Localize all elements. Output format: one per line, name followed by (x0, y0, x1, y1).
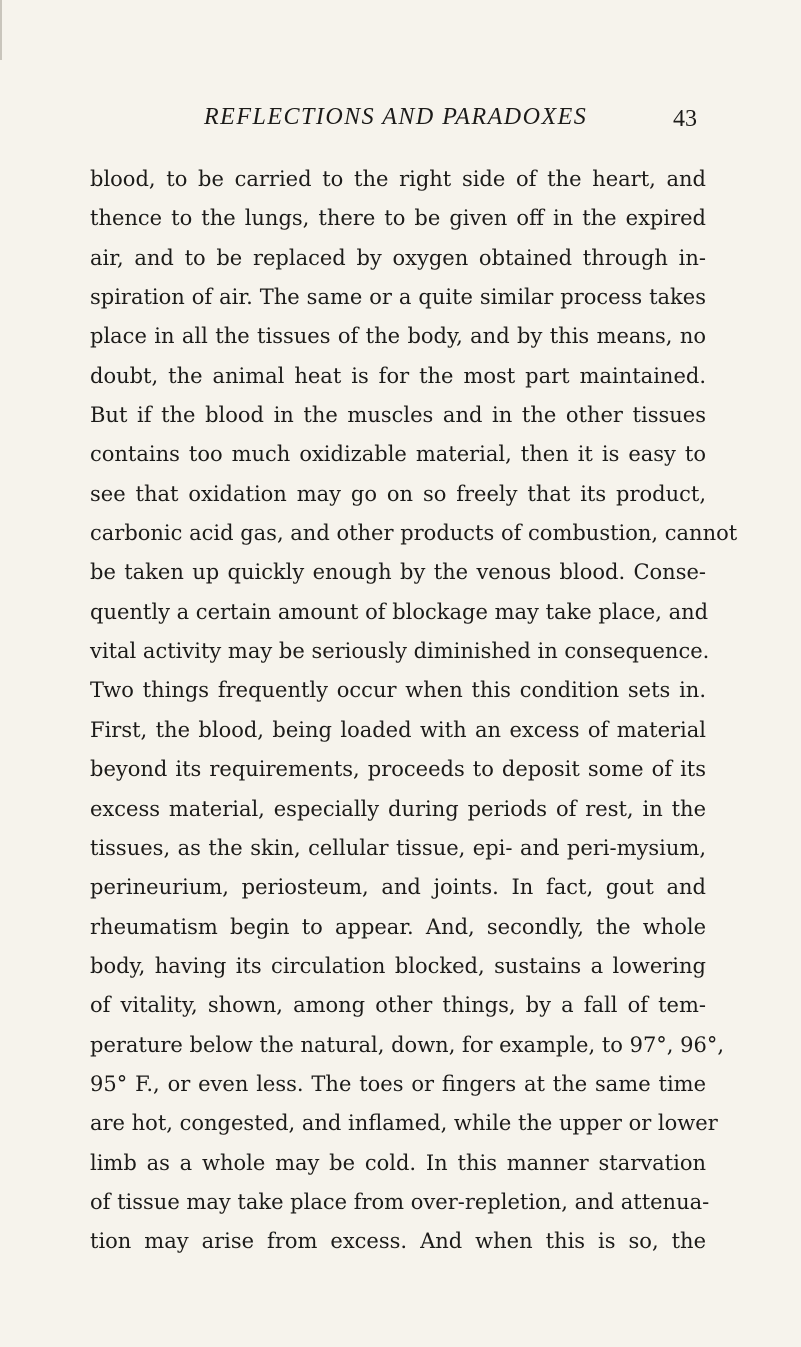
text-line: are hot, congested, and inflamed, while the upper or lower (90, 1111, 718, 1136)
text-line: of vitality, shown, among other things, by a fall of tem- (90, 993, 706, 1018)
text-line: tissues, as the skin, cellular tissue, epi- and peri-mysium, (90, 835, 706, 860)
text-line: limb as a whole may be cold. In this manner starvation (90, 1150, 706, 1175)
text-line: 95° F., or even less. The toes or fingers at the same time (90, 1071, 706, 1096)
text-line: carbonic acid gas, and other products of combustion, cannot (90, 521, 738, 546)
text-line: tion may arise from excess. And when this is so, the (90, 1229, 706, 1254)
running-head: REFLECTIONS AND PARADOXES (204, 104, 588, 130)
text-line: beyond its requirements, proceeds to deposit some of its (90, 757, 706, 782)
text-line: First, the blood, being loaded with an excess of material (90, 717, 706, 742)
text-line: thence to the lungs, there to be given off in the expired (90, 206, 706, 231)
text-line: contains too much oxidizable material, then it is easy to (90, 442, 706, 467)
text-line: place in all the tissues of the body, and by this means, no (90, 324, 706, 349)
text-line: of tissue may take place from over-repletion, and attenua- (90, 1189, 710, 1214)
body-text (90, 160, 738, 1262)
page-edge-line (0, 0, 2, 60)
text-line: air, and to be replaced by oxygen obtained through in- (90, 245, 706, 270)
text-line: doubt, the animal heat is for the most part maintained. (90, 363, 706, 388)
text-line: spiration of air. The same or a quite similar process takes (90, 285, 706, 310)
text-line: blood, to be carried to the right side of the heart, and (90, 167, 706, 191)
text-line: vital activity may be seriously diminished in consequence. (90, 639, 710, 664)
text-line: see that oxidation may go on so freely that its product, (90, 481, 706, 506)
page-header (0, 100, 801, 132)
text-line: quently a certain amount of blockage may take place, and (90, 599, 709, 624)
text-line: be taken up quickly enough by the venous blood. Conse- (90, 560, 706, 585)
text-line: body, having its circulation blocked, sustains a lowering (90, 953, 706, 978)
text-line: perature below the natural, down, for example, to 97°, 96°, (90, 1032, 725, 1057)
text-line: perineurium, periosteum, and joints. In fact, gout and (90, 875, 706, 900)
text-line: But if the blood in the muscles and in the other tissues (90, 403, 706, 428)
text-line: Two things frequently occur when this condition sets in. (90, 678, 706, 703)
page-number: 43 (673, 106, 697, 132)
text-line: excess material, especially during periods of rest, in the (90, 796, 706, 821)
text-line: rheumatism begin to appear. And, secondly, the whole (90, 914, 706, 939)
